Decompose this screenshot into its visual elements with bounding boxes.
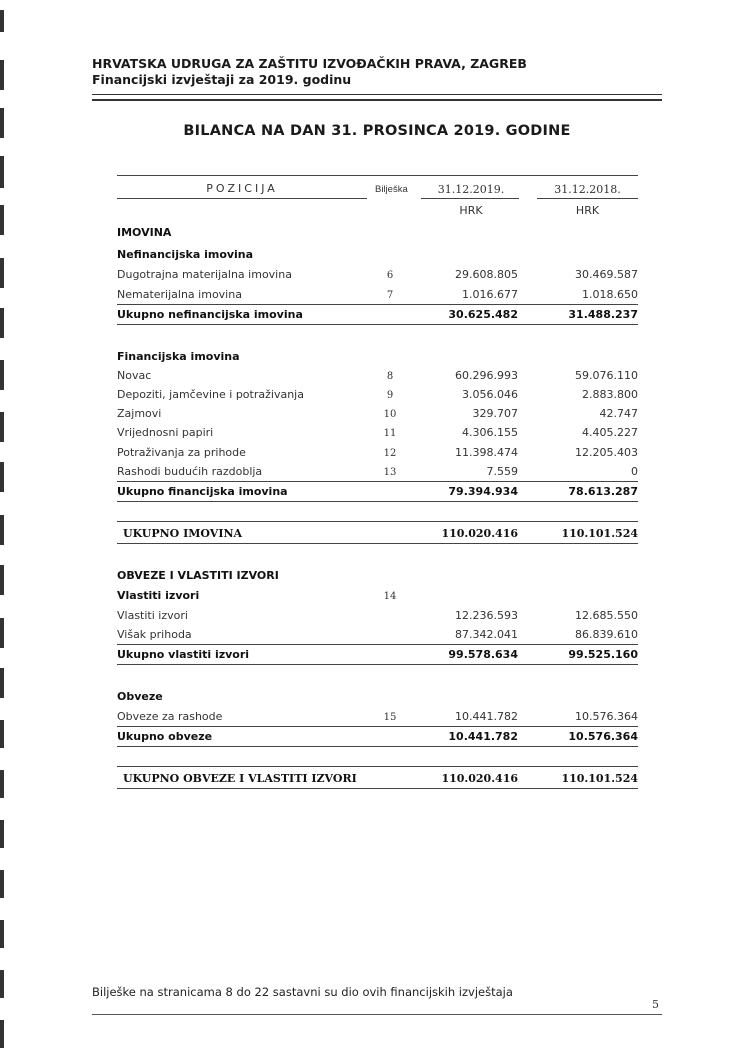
binding-mark [0,258,4,288]
binding-mark [0,10,4,32]
row-value-2018: 2.883.800 [582,388,638,401]
currency-2018: HRK [575,204,600,217]
header-underline [537,198,638,199]
row-value-2019: 329.707 [472,407,518,420]
binding-mark [0,156,4,188]
row-value-2019: 1.016.677 [462,288,518,301]
column-header-position: POZICIJA [206,182,278,195]
header-underline [117,198,367,199]
subtotal-rule [117,644,638,645]
binding-mark [0,920,4,948]
row-value-2018: 86.839.610 [575,628,638,641]
row-value-2019: 30.625.482 [448,308,518,321]
grand-total-bottom-rule [117,543,638,544]
row-value-2018: 31.488.237 [568,308,638,321]
row-label: Zajmovi [117,407,162,420]
row-value-2019: 10.441.782 [448,730,518,743]
row-label: Nematerijalna imovina [117,288,242,301]
column-header-note: Bilješka [375,184,408,195]
binding-mark [0,108,4,138]
row-value-2019: 79.394.934 [448,485,518,498]
row-value-2018: 59.076.110 [575,369,638,382]
binding-mark [0,1020,4,1048]
row-value-2018: 12.205.403 [575,446,638,459]
row-note: 15 [383,712,397,723]
row-value-2019: 4.306.155 [462,426,518,439]
row-value-2019: 110.020.416 [441,527,518,540]
row-note: 8 [386,371,394,382]
row-note: 12 [383,448,397,459]
row-value-2018: 78.613.287 [568,485,638,498]
grand-total-top-rule [117,766,638,767]
row-label: OBVEZE I VLASTITI IZVORI [117,569,279,582]
row-value-2019: 29.608.805 [455,268,518,281]
row-value-2019: 87.342.041 [455,628,518,641]
row-note: 6 [386,270,394,281]
row-note: 13 [383,467,397,478]
row-label: IMOVINA [117,226,172,239]
grand-total-top-rule [117,521,638,522]
row-value-2018: 4.405.227 [582,426,638,439]
row-value-2018: 110.101.524 [561,772,638,785]
column-header-2019: 31.12.2019. [437,183,505,196]
row-label: Nefinancijska imovina [117,248,254,261]
row-label: Ukupno financijska imovina [117,485,288,498]
subtotal-rule [117,726,638,727]
row-value-2018: 10.576.364 [575,710,638,723]
row-value-2019: 10.441.782 [455,710,518,723]
binding-mark [0,970,4,998]
row-value-2019: 60.296.993 [455,369,518,382]
row-label: Ukupno obveze [117,730,213,743]
row-value-2019: 99.578.634 [448,648,518,661]
row-value-2018: 99.525.160 [568,648,638,661]
row-label: Vlastiti izvori [117,589,200,602]
row-value-2018: 0 [631,465,638,478]
organization-name: HRVATSKA UDRUGA ZA ZAŠTITU IZVOĐAČKIH PRAVA, ZAGREB [92,56,527,71]
total-rule [117,324,638,325]
binding-mark [0,308,4,338]
report-subtitle: Financijski izvještaji za 2019. godinu [92,72,352,87]
binding-mark [0,360,4,390]
row-note: 9 [386,390,394,401]
document-header [92,56,662,88]
row-label: Obveze za rashode [117,710,223,723]
binding-mark [0,412,4,442]
binding-mark [0,618,4,648]
grand-total-bottom-rule [117,788,638,789]
column-header-2018: 31.12.2018. [554,183,621,196]
row-label: UKUPNO OBVEZE I VLASTITI IZVORI [123,772,357,785]
row-label: Rashodi budućih razdoblja [117,465,263,478]
row-note: 7 [386,290,394,301]
header-rule [92,99,662,101]
footer-note: Bilješke na stranicama 8 do 22 sastavni su dio ovih financijskih izvještaja [92,985,513,999]
row-label: Vrijednosni papiri [117,426,214,439]
total-rule [117,664,638,665]
row-value-2018: 110.101.524 [561,527,638,540]
binding-mark [0,205,4,235]
subtotal-rule [117,481,638,482]
row-note: 10 [383,409,397,420]
table-top-rule [117,175,638,176]
row-value-2018: 1.018.650 [582,288,638,301]
total-rule [117,501,638,502]
row-label: Ukupno nefinancijska imovina [117,308,303,321]
row-label: Ukupno vlastiti izvori [117,648,250,661]
binding-mark [0,60,4,90]
row-value-2018: 42.747 [599,407,638,420]
row-label: Višak prihoda [117,628,192,641]
page-number: 5 [652,998,659,1011]
row-value-2019: 11.398.474 [455,446,518,459]
subtotal-rule [117,304,638,305]
row-value-2018: 30.469.587 [575,268,638,281]
total-rule [117,746,638,747]
row-label: UKUPNO IMOVINA [123,527,243,540]
row-label: Dugotrajna materijalna imovina [117,268,292,281]
header-underline [421,198,519,199]
header-rule [92,94,662,95]
binding-mark [0,565,4,595]
row-note: 14 [383,591,397,602]
binding-mark [0,870,4,898]
row-value-2019: 7.559 [486,465,518,478]
row-value-2019: 3.056.046 [462,388,518,401]
row-label: Obveze [117,690,163,703]
row-value-2019: 110.020.416 [441,772,518,785]
row-label: Potraživanja za prihode [117,446,246,459]
binding-mark [0,668,4,698]
row-note: 11 [383,428,397,439]
binding-mark [0,820,4,848]
currency-2019: HRK [459,204,483,217]
balance-sheet-title: BILANCA NA DAN 31. PROSINCA 2019. GODINE [183,123,571,139]
row-label: Novac [117,369,152,382]
footer-rule [92,1014,662,1015]
row-label: Vlastiti izvori [117,609,188,622]
row-value-2018: 12.685.550 [575,609,638,622]
binding-mark [0,770,4,798]
row-value-2019: 12.236.593 [455,609,518,622]
binding-mark [0,515,4,545]
binding-mark [0,720,4,748]
row-value-2018: 10.576.364 [568,730,638,743]
row-label: Financijska imovina [117,350,240,363]
binding-mark [0,462,4,492]
row-label: Depoziti, jamčevine i potraživanja [117,388,304,401]
